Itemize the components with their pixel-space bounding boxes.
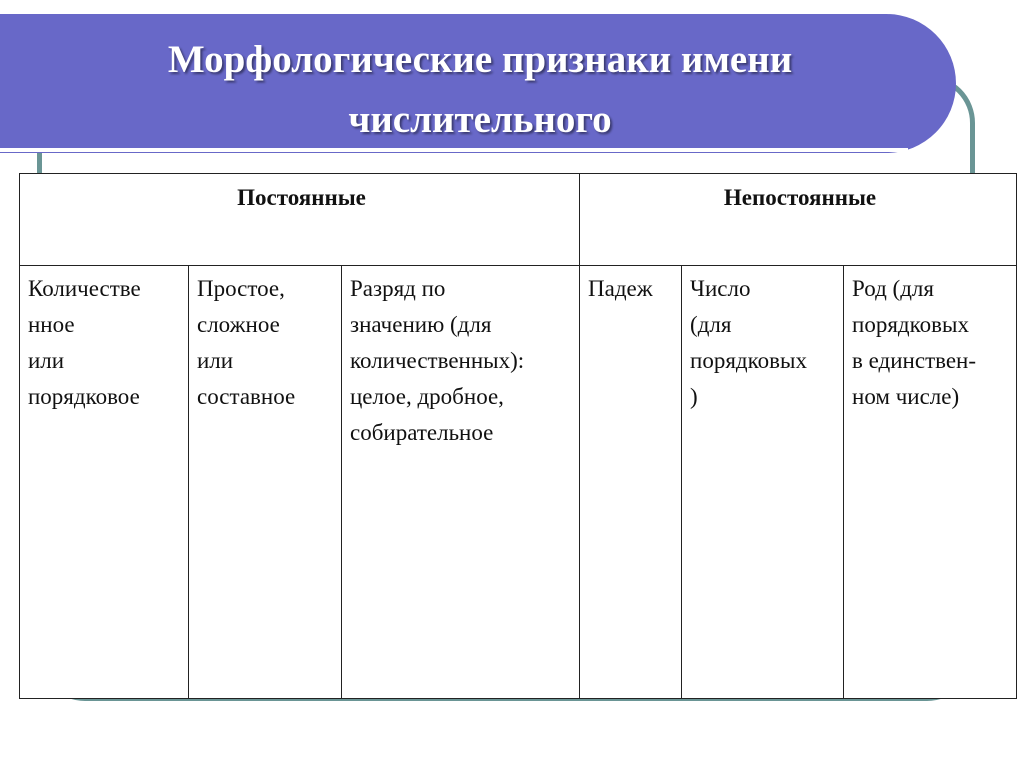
features-table: [19, 173, 1017, 699]
header-constant: Постоянные: [20, 174, 580, 266]
slide-title: Морфологические признаки имени числительного: [167, 38, 793, 141]
cell-text: Количестве нное или порядковое: [28, 276, 141, 409]
header-variable: Непостоянные: [580, 174, 1017, 266]
cell-gender: [844, 266, 1017, 699]
cell-text: Род (для порядковых в единствен- ном числе): [852, 276, 977, 409]
title-band: [0, 14, 956, 153]
header-row: [20, 174, 1017, 266]
cell-quantitative-ordinal: [20, 266, 189, 699]
table-row: [20, 266, 1017, 699]
cell-meaning-category: [342, 266, 580, 699]
cell-text: Число (для порядковых ): [690, 276, 807, 409]
cell-number: [682, 266, 844, 699]
cell-structure: [189, 266, 342, 699]
cell-text: Простое, сложное или составное: [197, 276, 296, 409]
cell-text: Разряд по значению (для количественных): целое, дробное, собирательное: [350, 276, 525, 445]
cell-case: [580, 266, 682, 699]
title-underline: [0, 148, 908, 152]
cell-text: Падеж: [588, 276, 653, 301]
